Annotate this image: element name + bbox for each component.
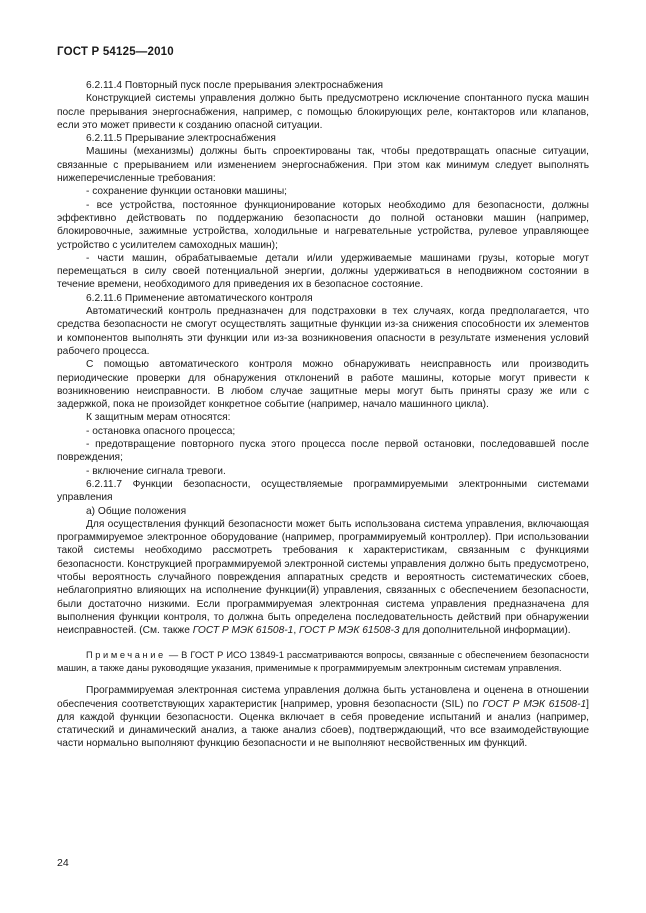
paragraph: Конструкцией системы управления должно быть предусмотрено исключение спонтанного пуска машин после прерывания энергоснабжения, например, с помощью блокирующих реле, контакторов или клапанов, если это может привести к созданию опасной ситуации.: [57, 93, 589, 131]
note-label: Примечание: [86, 650, 166, 661]
list-item: - остановка опасного процесса;: [86, 425, 236, 437]
section-heading: 6.2.11.7 Функции безопасности, осуществляемые программируемыми электронными системами управления: [57, 478, 589, 504]
paragraph: [57, 684, 589, 750]
standard-reference: ГОСТ Р МЭК 61508-1: [192, 625, 294, 637]
paragraph: С помощью автоматического контроля можно обнаруживать неисправность или производить периодические проверки для обнаружения отклонений в работе машины, которые могут привести к возникновению неисправности. В любом случае защитные меры могут быть приняты сразу же или с задержкой, пока не произойдет конкретное событие (например, начало машинного цикла).: [57, 359, 589, 411]
paragraph-text: ,: [293, 625, 299, 637]
standard-reference: ГОСТ Р МЭК 61508-1: [482, 698, 587, 710]
paragraph-text: для дополнительной информации).: [399, 625, 571, 637]
paragraph: Автоматический контроль предназначен для подстраховки в тех случаях, когда предполагается, что средства безопасности не смогут осуществлять защитные функции из-за снижения способности их элементов и компонентов выполнять эти функции или из-за возникновения опасности в результате изменения условий рабочего процесса.: [57, 306, 589, 357]
list-item: - части машин, обрабатываемые детали и/или удерживаемые машинами грузы, которые могут перемещаться в силу своей потенциальной энергии, должны удерживаться в неподвижном состоянии в течение времени, необходимого для приведения их в безопасное состояние.: [57, 252, 589, 291]
page-number: 24: [57, 857, 69, 869]
paragraph: К защитным мерам относятся:: [86, 412, 231, 424]
subsection-heading: а) Общие положения: [86, 505, 187, 517]
list-item: - все устройства, постоянное функционирование которых необходимо для безопасности, должны эффективно действовать по поддержанию безопасности до полной остановки машин (например, блокировочные, зажимные устройства, холодильные и нагревательные устройства, рулевое управляющее устройство с усилителем самоходных машин);: [57, 199, 589, 251]
document-body: [57, 79, 589, 751]
standard-reference: ГОСТ Р МЭК 61508-3: [298, 625, 400, 637]
paragraph: [57, 518, 589, 638]
paragraph-text: Для осуществления функций безопасности может быть использована система управления, включающая программируемое электронное оборудование (например, программируемый контроллер). При использовании такой системы необходимо рассмотреть требования к характеристикам, связанным с функциями безопасности. Конструкцией программируемой электронной системы управления должно быть предусмотрено, чтобы вероятность случайного повреждения аппаратных средств и вероятность систематических сбоев, неблагоприятно влияющих на исполнение функции(й) управления, связанных с обеспечением безопасности, были достаточно низкими. Если программируемая электронная система управления предназначена для выполнения функции контроля, то должна быть определена последовательность действий при обнаружении неисправностей. (См. также: [57, 518, 589, 637]
list-item: - предотвращение повторного пуска этого процесса после первой остановки, последовавшей после повреждения;: [57, 439, 589, 464]
section-heading: 6.2.11.6 Применение автоматического контроля: [86, 292, 313, 304]
paragraph-text: Программируемая электронная система управления должна быть установлена и оценена в отношении обеспечения соответствующих характеристик [например, уровня безопасности (SIL) по: [57, 685, 589, 710]
document-header: ГОСТ Р 54125—2010: [57, 46, 174, 58]
paragraph-text: ] для каждой функции безопасности. Оценка включает в себя проведение испытаний и анализ (например, статический и динамический анализ, а также анализ сбоев), подтверждающий, что все взаимодействующие части нормально выполняют функцию безопасности и не выполняют несвойственных им функций.: [57, 698, 589, 750]
note: [57, 649, 589, 674]
paragraph: Машины (механизмы) должны быть спроектированы так, чтобы предотвращать опасные ситуации, связанные с прерыванием или изменением энергоснабжения. При этом как минимум следует выполнять нижеперечисленные требования:: [57, 146, 589, 185]
note-text: — В ГОСТ Р ИСО 13849-1 рассматриваются вопросы, связанные с обеспечением безопасности машин, а также даны руководящие указания, применимые к программируемым электронным системам управления.: [57, 650, 589, 673]
list-item: - сохранение функции остановки машины;: [86, 186, 287, 198]
section-heading: 6.2.11.5 Прерывание электроснабжения: [86, 133, 276, 145]
list-item: - включение сигнала тревоги.: [86, 465, 226, 477]
section-heading: 6.2.11.4 Повторный пуск после прерывания электроснабжения: [86, 80, 384, 91]
